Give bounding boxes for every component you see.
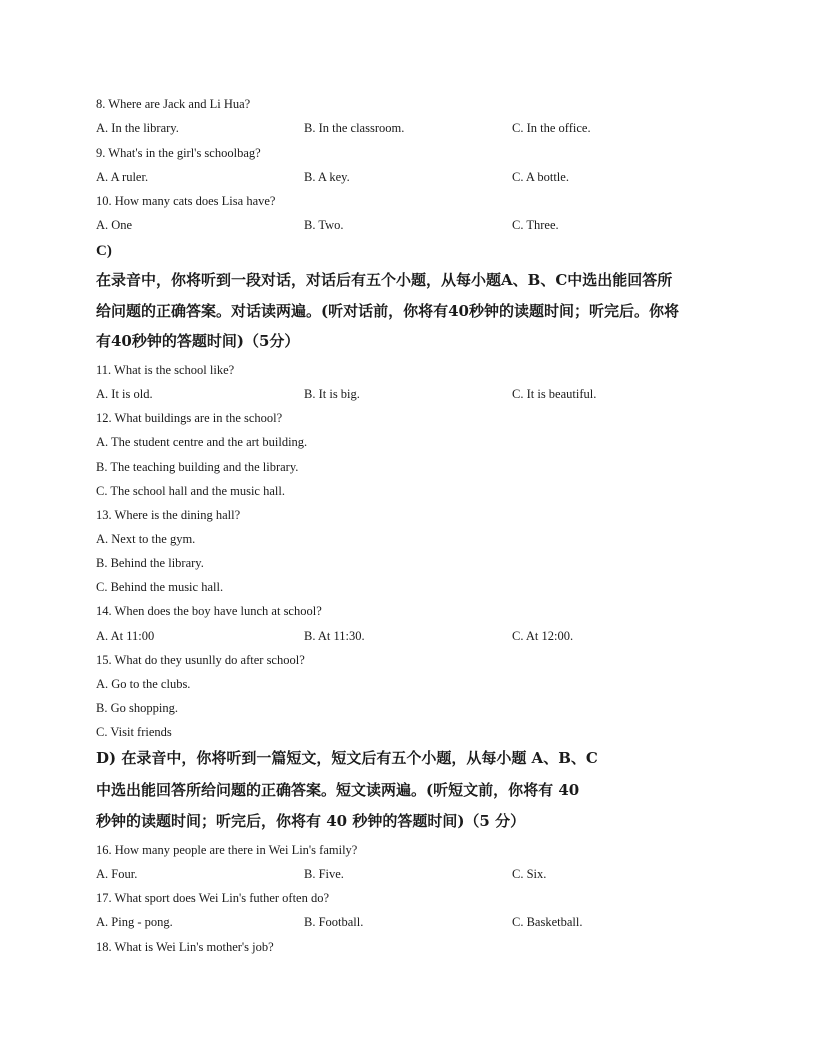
option-13b: B. Behind the library. bbox=[96, 556, 204, 570]
option-10c: C. Three. bbox=[512, 218, 559, 232]
question-18: 18. What is Wei Lin's mother's job? bbox=[96, 940, 274, 954]
question-14: 14. When does the boy have lunch at school? bbox=[96, 604, 322, 618]
section-d-instruction-3: 秒钟的读题时间；听完后，你将有 40 秒钟的答题时间)（5 分） bbox=[96, 812, 526, 830]
option-10a: A. One bbox=[96, 218, 133, 232]
option-8b: B. In the classroom. bbox=[304, 121, 405, 135]
option-16c: C. Six. bbox=[512, 867, 547, 881]
question-11: 11. What is the school like? bbox=[96, 363, 235, 377]
option-8a: A. In the library. bbox=[96, 121, 179, 135]
option-12a: A. The student centre and the art building. bbox=[96, 435, 308, 449]
option-9c: C. A bottle. bbox=[512, 170, 569, 184]
option-15b: B. Go shopping. bbox=[96, 701, 178, 715]
section-d-instruction-1: D) 在录音中，你将听到一篇短文，短文后有五个小题，从每小题 A、B、C bbox=[96, 749, 598, 767]
option-9b: B. A key. bbox=[304, 170, 350, 184]
question-9: 9. What's in the girl's schoolbag? bbox=[96, 146, 261, 160]
option-13c: C. Behind the music hall. bbox=[96, 580, 224, 594]
option-14c: C. At 12:00. bbox=[512, 629, 574, 643]
option-17b: B. Football. bbox=[304, 915, 364, 929]
option-14a: A. At 11:00 bbox=[96, 629, 155, 643]
question-16: 16. How many people are there in Wei Lin's family? bbox=[96, 843, 358, 857]
question-15: 15. What do they usunlly do after school? bbox=[96, 653, 305, 667]
option-15c: C. Visit friends bbox=[96, 725, 172, 739]
question-8: 8. Where are Jack and Li Hua? bbox=[96, 97, 251, 111]
option-9a: A. A ruler. bbox=[96, 170, 149, 184]
option-16b: B. Five. bbox=[304, 867, 344, 881]
option-11b: B. It is big. bbox=[304, 387, 360, 401]
option-14b: B. At 11:30. bbox=[304, 629, 365, 643]
question-13: 13. Where is the dining hall? bbox=[96, 508, 241, 522]
section-c-instruction-3: 有40秒钟的答题时间)（5分） bbox=[96, 332, 300, 350]
option-8c: C. In the office. bbox=[512, 121, 591, 135]
option-17c: C. Basketball. bbox=[512, 915, 583, 929]
option-15a: A. Go to the clubs. bbox=[96, 677, 191, 691]
option-11a: A. It is old. bbox=[96, 387, 153, 401]
option-11c: C. It is beautiful. bbox=[512, 387, 597, 401]
section-c-instruction-1: 在录音中，你将听到一段对话，对话后有五个小题，从每小题A、B、C中选出能回答所 bbox=[96, 271, 673, 289]
section-c-instruction-2: 给问题的正确答案。对话读两遍。(听对话前，你将有40秒钟的读题时间；听完后。你将 bbox=[96, 302, 679, 320]
question-17: 17. What sport does Wei Lin's futher often do? bbox=[96, 891, 330, 905]
question-12: 12. What buildings are in the school? bbox=[96, 411, 283, 425]
option-12c: C. The school hall and the music hall. bbox=[96, 484, 285, 498]
option-16a: A. Four. bbox=[96, 867, 138, 881]
section-c-label: C) bbox=[96, 243, 112, 259]
option-12b: B. The teaching building and the library. bbox=[96, 460, 299, 474]
section-d-instruction-2: 中选出能回答所给问题的正确答案。短文读两遍。(听短文前，你将有 40 bbox=[96, 781, 580, 799]
option-10b: B. Two. bbox=[304, 218, 344, 232]
question-10: 10. How many cats does Lisa have? bbox=[96, 194, 276, 208]
option-13a: A. Next to the gym. bbox=[96, 532, 196, 546]
option-17a: A. Ping - pong. bbox=[96, 915, 173, 929]
